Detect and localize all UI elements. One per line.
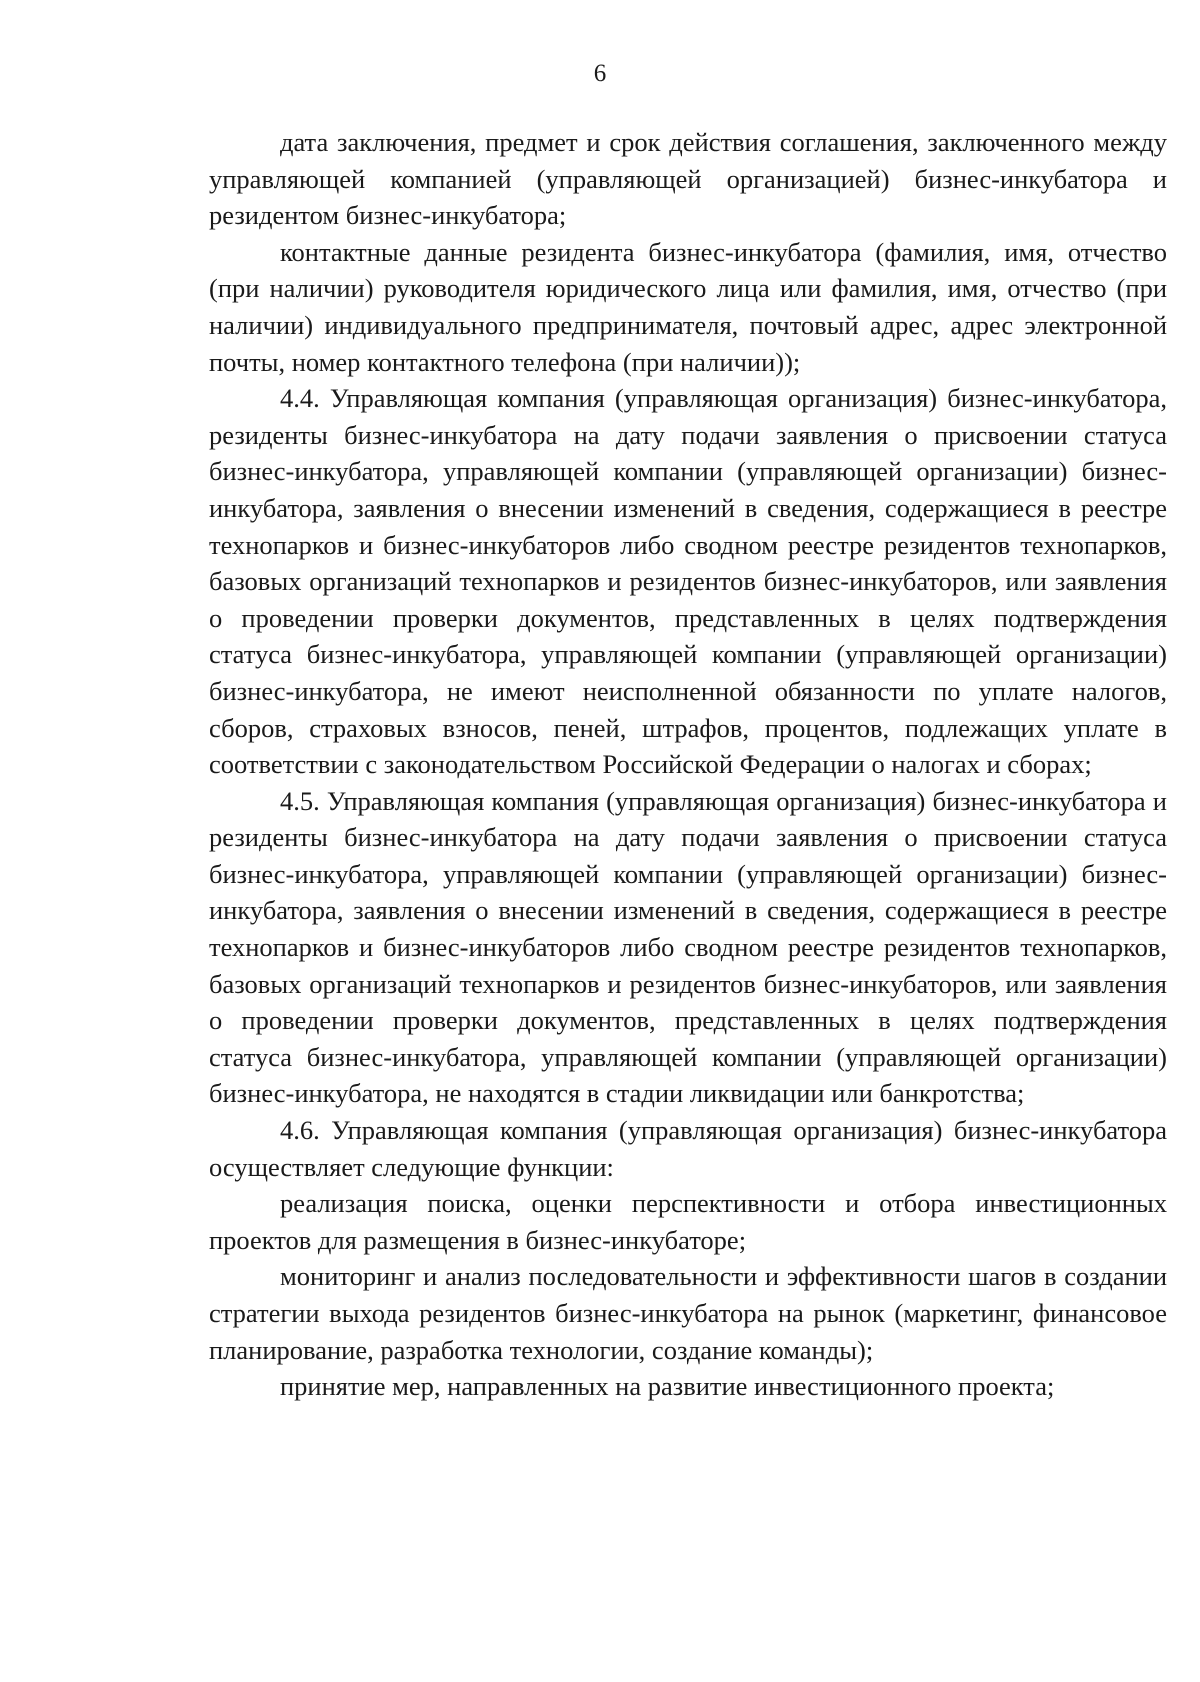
paragraph-function-monitoring: мониторинг и анализ последовательности и эффективности шагов в создании стратегии выхода резидентов бизнес-инкубатора на рынок (маркетинг, финансовое планирование, разработка технологии, создание команды); bbox=[209, 1261, 1167, 1365]
paragraph-4-6: 4.6. Управляющая компания (управляющая организация) бизнес-инкубатора осуществляет следующие функции: bbox=[209, 1115, 1167, 1182]
document-body bbox=[209, 124, 1167, 1405]
paragraph-agreement-details: дата заключения, предмет и срок действия соглашения, заключенного между управляющей компанией (управляющей организацией) бизнес-инкубатора и резидентом бизнес-инкубатора; bbox=[209, 127, 1167, 231]
paragraph-function-development: принятие мер, направленных на развитие инвестиционного проекта; bbox=[280, 1371, 1055, 1402]
page-number: 6 bbox=[593, 60, 607, 87]
paragraph-4-4: 4.4. Управляющая компания (управляющая организация) бизнес-инкубатора, резиденты бизнес-инкубатора на дату подачи заявления о присвоении статуса бизнес-инкубатора, управляющей компании (управляющей организации) бизнес-инкубатора, заявления о внесении изменений в сведения, содержащиеся в реестре технопарков и бизнес-инкубаторов либо сводном реестре резидентов технопарков, базовых организаций технопарков и резидентов бизнес-инкубаторов, или заявления о проведении проверки документов, представленных в целях подтверждения статуса бизнес-инкубатора, управляющей компании (управляющей организации) бизнес-инкубатора, не имеют неисполненной обязанности по уплате налогов, сборов, страховых взносов, пеней, штрафов, процентов, подлежащих уплате в соответствии с законодательством Российской Федерации о налогах и сборах; bbox=[209, 383, 1167, 780]
paragraph-4-5: 4.5. Управляющая компания (управляющая организация) бизнес-инкубатора и резиденты бизнес-инкубатора на дату подачи заявления о присвоении статуса бизнес-инкубатора, управляющей компании (управляющей организации) бизнес-инкубатора, заявления о внесении изменений в сведения, содержащиеся в реестре технопарков и бизнес-инкубаторов либо сводном реестре резидентов технопарков, базовых организаций технопарков и резидентов бизнес-инкубаторов, или заявления о проведении проверки документов, представленных в целях подтверждения статуса бизнес-инкубатора, управляющей компании (управляющей организации) бизнес-инкубатора, не находятся в стадии ликвидации или банкротства; bbox=[209, 785, 1167, 1109]
paragraph-resident-contacts: контактные данные резидента бизнес-инкубатора (фамилия, имя, отчество (при наличии) руководителя юридического лица или фамилия, имя, отчество (при наличии) индивидуального предпринимателя, почтовый адрес, адрес электронной почты, номер контактного телефона (при наличии)); bbox=[209, 236, 1167, 377]
paragraph-function-search: реализация поиска, оценки перспективности и отбора инвестиционных проектов для размещения в бизнес-инкубаторе; bbox=[209, 1188, 1167, 1255]
